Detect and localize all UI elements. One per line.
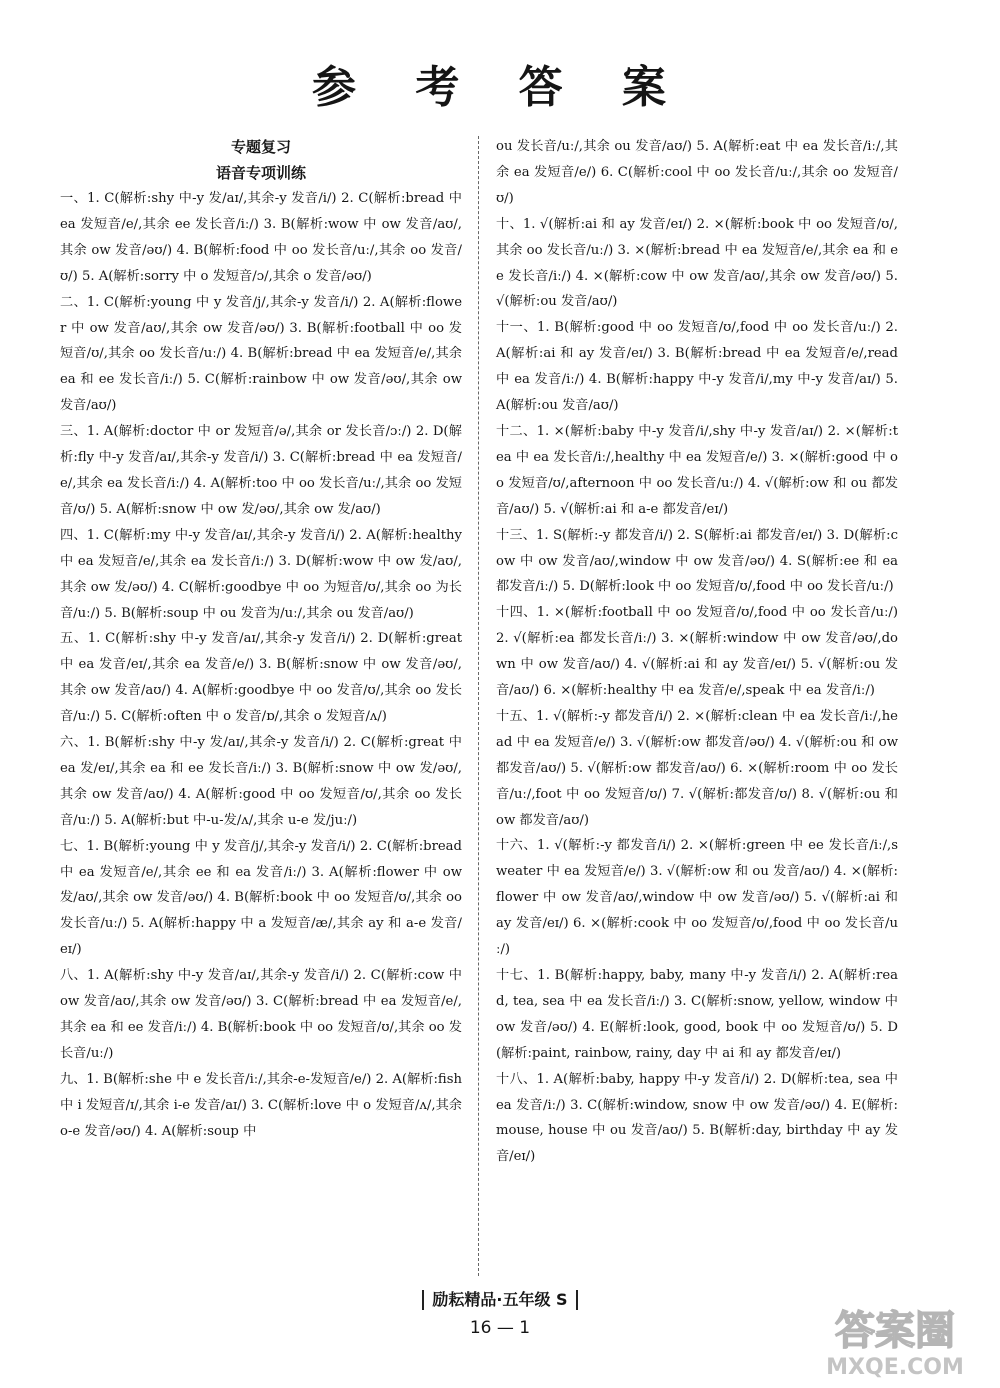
- column-divider: [478, 136, 479, 1276]
- answer-group-7: 七、1. B(解析:young 中 y 发音/j/,其余-y 发音/i/) 2. C(解析:bread 中 ea 发短音/e/,其余 ee 和 ea 发音/iː/) 3. A(解析:flower 中 ow 发/aʊ/,其余 ow 发音/əʊ/) 4. B(解析:book 中 oo 发短音/ʊ/,其余 oo 发长音/uː/) 5. A(解析:happy 中 a 发短音/æ/,其余 ay 和 a-e 发音/eɪ/): [60, 838, 462, 958]
- answer-group-9: 九、1. B(解析:she 中 e 发长音/iː/,其余-e-发短音/e/) 2. A(解析:fish 中 i 发短音/ɪ/,其余 i-e 发音/aɪ/) 3. C(解析:love 中 o 发短音/ʌ/,其余 o-e 发音/əʊ/) 4. A(解析:soup 中: [60, 1071, 462, 1139]
- answer-group-17: 十七、1. B(解析:happy, baby, many 中-y 发音/i/) 2. A(解析:read, tea, sea 中 ea 发长音/iː/) 3. C(解析:snow, yellow, window 中 ow 发音/əʊ/) 4. E(解析:look, good, book 中 oo 发短音/ʊ/) 5. D(解析:paint, rainbow, rainy, day 中 ai 和 ay 都发音/eɪ/): [496, 968, 898, 1061]
- answer-group-3: 三、1. A(解析:doctor 中 or 发短音/ə/,其余 or 发长音/ɔː/) 2. D(解析:fly 中-y 发音/aɪ/,其余-y 发音/i/) 3. C(解析:bread 中 ea 发短音/e/,其余 ea 发长音/iː/) 4. A(解析:too 中 oo 发长音/uː/,其余 oo 发短音/ʊ/) 5. A(解析:snow 中 ow 发/əʊ/,其余 ow 发/aʊ/): [60, 424, 462, 517]
- page-number: 16 — 1: [469, 1318, 531, 1338]
- watermark-text: 答案圈: [835, 1308, 955, 1354]
- answer-group-6: 六、1. B(解析:shy 中-y 发/aɪ/,其余-y 发音/i/) 2. C(解析:great 中 ea 发/eɪ/,其余 ea 和 ee 发长音/iː/) 3. B(解析:snow 中 ow 发/əʊ/,其余 ow 发音/aʊ/) 4. A(解析:good 中 oo 发短音/ʊ/,其余 oo 发长音/uː/) 5. A(解析:but 中-u-发/ʌ/,其余 u-e 发/juː/): [60, 735, 462, 828]
- watermark-sub: MXQE.COM: [826, 1355, 964, 1380]
- answer-group-16: 十六、1. √(解析:-y 都发音/i/) 2. ×(解析:green 中 ee 发长音/iː/,sweater 中 ea 发短音/e/) 3. √(解析:ow 和 ou 发音/aʊ/) 4. ×(解析:flower 中 ow 发音/aʊ/,window 中 ow 发音/əʊ/) 5. √(解析:ai 和 ay 发音/eɪ/) 6. ×(解析:cook 中 oo 发短音/ʊ/,food 中 oo 发长音/uː/): [496, 838, 898, 958]
- answer-group-8: 八、1. A(解析:shy 中-y 发音/aɪ/,其余-y 发音/i/) 2. C(解析:cow 中 ow 发音/aʊ/,其余 ow 发音/əʊ/) 3. C(解析:bread 中 ea 发短音/e/,其余 ea 和 ee 发音/iː/) 4. B(解析:book 中 oo 发短音/ʊ/,其余 oo 发长音/uː/): [60, 968, 462, 1061]
- answer-group-10: 十、1. √(解析:ai 和 ay 发音/eɪ/) 2. ×(解析:book 中 oo 发短音/ʊ/,其余 oo 发长音/uː/) 3. ×(解析:bread 中 ea 发短音/e/,其余 ea 和 ee 发长音/iː/) 4. ×(解析:cow 中 ow 发音/aʊ/,其余 ow 发音/əʊ/) 5. √(解析:ou 发音/aʊ/): [496, 216, 898, 310]
- subsection-title: 语音专项训练: [215, 164, 306, 182]
- answer-group-11: 十一、1. B(解析:good 中 oo 发短音/ʊ/,food 中 oo 发长音/uː/) 2. A(解析:ai 和 ay 发音/eɪ/) 3. B(解析:bread 中 ea 发短音/e/,read 中 ea 发音/iː/) 4. B(解析:happy 中-y 发音/i/,my 中-y 发音/aɪ/) 5. A(解析:ou 发音/aʊ/): [496, 320, 898, 414]
- answer-group-4: 四、1. C(解析:my 中-y 发音/aɪ/,其余-y 发音/i/) 2. A(解析:healthy 中 ea 发短音/e/,其余 ea 发长音/iː/) 3. D(解析:wow 中 ow 发/aʊ/,其余 ow 发/əʊ/) 4. C(解析:goodbye 中 oo 为短音/ʊ/,其余 oo 为长音/uː/) 5. B(解析:soup 中 ou 发音为/uː/,其余 ou 发音/aʊ/): [60, 527, 462, 621]
- answer-group-18: 十八、1. A(解析:baby, happy 中-y 发音/i/) 2. D(解析:tea, sea 中 ea 发音/iː/) 3. C(解析:window, snow 中 ow 发音/əʊ/) 4. E(解析:mouse, house 中 ou 发音/aʊ/) 5. B(解析:day, birthday 中 ay 发音/eɪ/): [496, 1071, 898, 1165]
- answer-group-14: 十四、1. ×(解析:football 中 oo 发短音/ʊ/,food 中 oo 发长音/uː/) 2. √(解析:ea 都发长音/iː/) 3. ×(解析:window 中 ow 发音/əʊ/,down 中 ow 发音/aʊ/) 4. √(解析:ai 和 ay 发音/eɪ/) 5. √(解析:ou 发音/aʊ/) 6. ×(解析:healthy 中 ea 发音/e/,speak 中 ea 发音/iː/): [496, 605, 898, 699]
- answer-group-12: 十二、1. ×(解析:baby 中-y 发音/i/,shy 中-y 发音/aɪ/) 2. ×(解析:tea 中 ea 发长音/iː/,healthy 中 ea 发短音/e/) 3. ×(解析:good 中 oo 发短音/ʊ/,afternoon 中 oo 发长音/uː/) 4. √(解析:ow 和 ou 都发音/aʊ/) 5. √(解析:ai 和 a-e 都发音/eɪ/): [496, 423, 898, 517]
- watermark-logo: [800, 1300, 990, 1380]
- left-column: [60, 134, 462, 1145]
- answer-group-13: 十三、1. S(解析:-y 都发音/i/) 2. S(解析:ai 都发音/eɪ/) 3. D(解析:cow 中 ow 发音/aʊ/,window 中 ow 发音/əʊ/) 4. S(解析:ee 和 ea 都发音/iː/) 5. D(解析:look 中 oo 发短音/ʊ/,food 中 oo 发长音/uː/): [496, 527, 898, 595]
- answer-group-9-cont: ou 发长音/uː/,其余 ou 发音/aʊ/) 5. A(解析:eat 中 ea 发长音/iː/,其余 ea 发短音/e/) 6. C(解析:cool 中 oo 发长音/uː/,其余 oo 发短音/ʊ/): [496, 139, 898, 206]
- book-title: 励耘精品·五年级 S: [422, 1290, 577, 1310]
- answer-group-2: 二、1. C(解析:young 中 y 发音/j/,其余-y 发音/i/) 2. A(解析:flower 中 ow 发音/aʊ/,其余 ow 发音/əʊ/) 3. B(解析:football 中 oo 发短音/ʊ/,其余 oo 发长音/uː/) 4. B(解析:bread 中 ea 发短音/e/,其余 ea 和 ee 发长音/iː/) 5. C(解析:rainbow 中 ow 发音/əʊ/,其余 ow 发音/aʊ/): [60, 294, 462, 414]
- answer-group-1: 一、1. C(解析:shy 中-y 发/aɪ/,其余-y 发音/i/) 2. C(解析:bread 中 ea 发短音/e/,其余 ee 发长音/iː/) 3. B(解析:wow 中 ow 发音/aʊ/,其余 ow 发音/əʊ/) 4. B(解析:food 中 oo 发长音/uː/,其余 oo 发音/ʊ/) 5. A(解析:sorry 中 o 发短音/ɔ/,其余 o 发音/əʊ/): [60, 191, 462, 284]
- page-title: 参 考 答 案: [312, 62, 688, 113]
- section-title: 专题复习: [230, 138, 291, 156]
- answer-group-15: 十五、1. √(解析:-y 都发音/i/) 2. ×(解析:clean 中 ea 发长音/iː/,head 中 ea 发短音/e/) 3. √(解析:ow 都发音/əʊ/) 4. √(解析:ou 和 ow 都发音/aʊ/) 5. √(解析:ow 都发音/aʊ/) 6. ×(解析:room 中 oo 发长音/uː/,foot 中 oo 发短音/ʊ/) 7. √(解析:都发音/ʊ/) 8. √(解析:ou 和 ow 都发音/aʊ/): [496, 708, 898, 828]
- answer-group-5: 五、1. C(解析:shy 中-y 发音/aɪ/,其余-y 发音/i/) 2. D(解析:great 中 ea 发音/eɪ/,其余 ea 发音/e/) 3. B(解析:snow 中 ow 发音/əʊ/,其余 ow 发音/aʊ/) 4. A(解析:goodbye 中 oo 发音/ʊ/,其余 oo 发长音/uː/) 5. C(解析:often 中 o 发音/ɒ/,其余 o 发短音/ʌ/): [60, 631, 462, 725]
- right-column: [496, 134, 898, 1170]
